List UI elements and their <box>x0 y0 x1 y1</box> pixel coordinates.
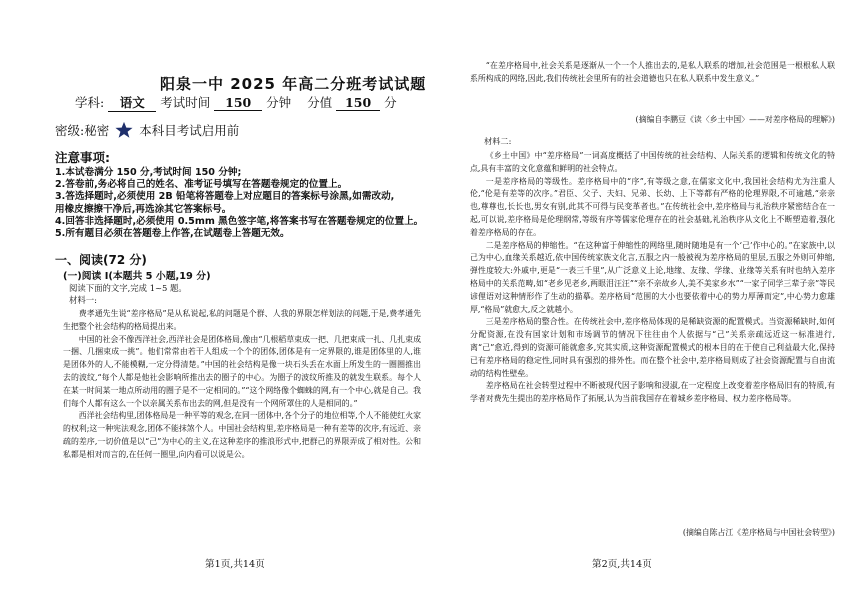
star-icon <box>115 121 133 139</box>
paragraph: 费孝通先生说“差序格局”是从私说起,私的问题是个群、人我的界限怎样划法的问题,于是,费孝通先生把整个社会结构的格局提出来。 <box>63 309 421 331</box>
paragraph: 差序格局在社会转型过程中不断被现代因子影响和浸淑,在一定程度上改变着差序格局旧有的特质,有学者对费先生提出的差序格局作了拓展,认为当前我国存在着城乡差序格局、权力差序格局等。 <box>470 381 835 404</box>
right-page <box>470 0 835 607</box>
score-unit: 分 <box>384 95 397 110</box>
score-label: 分值 <box>307 95 333 110</box>
secret-level <box>55 121 239 139</box>
notice-list <box>55 167 430 240</box>
quote-source: (摘编自李鹏豆《读〈乡土中国〉——对差序格局的理解》) <box>635 115 835 124</box>
paragraph: 二是差序格局的伸缩性。“在这种富于伸缩性的网络里,随时随地是有一个‘己’作中心的。”在家族中,以己为中心,血缘关系越近,依中国传统家族文化言,五服之内一般被视为差序格局的里层,五服之外则可伸缩,弹性度较大:外戚中,更是“一表三千里”,从广泛意义上论,地缘、友缘、学缘、业缘等关系有时也纳入差序格局中的关系范畴,如“老乡见老乡,两眼泪汪汪”“亲不亲故乡人,美不美家乡水”“一家子同学三辈子亲”等民谚俚语对这种情形作了生动的描摹。差序格局“范围的大小也要依着中心的势力厚薄而定”,中心势力愈雄厚,“格局”就愈大,反之就越小。 <box>470 240 835 314</box>
exam-meta-line <box>75 93 397 112</box>
sub-note: 阅读下面的文字,完成 1~5 题。 <box>69 283 187 293</box>
quote-text: “在差序格局中,社会关系是逐渐从一个一个人推出去的,是私人联系的增加,社会范围是一根根私人联系所构成的网络,因此,我们传统社会里所有的社会道德也只在私人联系中发生意义。” <box>470 61 835 83</box>
notice-item: 用橡皮擦擦干净后,再选涂其它答案标号。 <box>55 203 232 215</box>
left-page <box>55 0 430 607</box>
time-unit: 分钟 <box>266 95 292 110</box>
notice-item: 2.答卷前,务必将自己的姓名、准考证号填写在答题卷规定的位置上。 <box>55 179 348 191</box>
secret-text: 本科目考试启用前 <box>139 123 240 138</box>
time-value: 150 <box>214 95 262 111</box>
notice-heading: 注意事项: <box>55 150 110 165</box>
notice-item: 1.本试卷满分 150 分,考试时间 150 分钟; <box>55 167 242 178</box>
material-one-body <box>63 308 421 462</box>
material-source: (摘编自陈占江《差序格局与中国社会转型》) <box>682 528 835 537</box>
time-label: 考试时间 <box>160 95 211 110</box>
section-heading: 一、阅读(72 分) <box>55 253 147 267</box>
notice-item: 4.回答非选择题时,必须使用 0.5mm 黑色签字笔,将答案书写在答题卷规定的位置上。 <box>55 215 424 227</box>
paragraph: 三是差序格局的整合性。在传统社会中,差序格局体现的是稀缺资源的配置模式。当资源稀缺时,如何分配资源,在没有国家计划和市场调节的情况下往往由个人依据与“己”关系亲疏远近这一标准进行,离“己”愈近,得到的资源可能就愈多,究其实质,这种资源配置模式的根本目的在于使自己利益最大化,保持已有差序格局的稳定性,同时具有强烈的排外性。而在整个社会中,差序格局则成了社会资源配置与自由流动的结构性壁垒。 <box>470 317 835 378</box>
notice-item: 3.答选择题时,必须使用 2B 铅笔将答题卷上对应题目的答案标号涂黑,如需改动, <box>55 191 395 203</box>
secret-label: 密级:秘密 <box>55 123 110 138</box>
subject-label: 学科: <box>75 95 105 110</box>
notice-item: 5.所有题目必须在答题卷上作答,在试题卷上答题无效。 <box>55 228 290 240</box>
score-value: 150 <box>336 95 380 111</box>
paragraph: 《乡土中国》中“差序格局”一词高度概括了中国传统的社会结构、人际关系的逻辑和传统文化的特点,具有丰富的文化意蕴和鲜明的社会特点。 <box>470 151 835 173</box>
subject-value: 语文 <box>108 93 156 112</box>
material-label: 材料一: <box>69 295 97 305</box>
exam-title: 阳泉一中 2025 年高二分班考试试题 <box>160 75 427 93</box>
page-footer-right: 第2页,共14页 <box>592 559 652 570</box>
page-footer-left: 第1页,共14页 <box>205 559 265 570</box>
sub-heading: (一)阅读 I(本题共 5 小题,19 分) <box>63 271 211 282</box>
material-label: 材料二: <box>484 136 512 146</box>
material-two-body <box>470 150 835 406</box>
paragraph: 中国的社会不像西洋社会,西洋社会是团体格局,像由“几根稻草束成一把、几把束成一扎、几扎束成一捆、几捆束成一挑”。他们常常由若干人组成一个个的团体,团体是有一定界限的,谁是团体里的人,谁是团体外的人,不能模糊,一定分得清楚。”中国的社会结构是像一块石头丢在水面上所发生的一圈圈推出去的波纹,“每个人都是他社会影响所推出去的圈子的中心。为圈子的波纹所推及的就发生联系。每个人在某一时间某一地点所动用的圈子是不一定相同的。”“这个网络像个蜘蛛的网,有一个中心,就是自己。我们每个人都有这么一个以亲属关系布出去的网,但是没有一个网所罩住的人是相同的。” <box>63 334 421 408</box>
paragraph: 西洋社会结构里,团体格局是一种平等的观念,在同一团体中,各个分子的地位相等,个人不能使红火家的权利;这一种宪法观念,团体不能抹煞个人。中国社会结构里,差序格局是一种有差等的次序,有远近、亲疏的差序,一切价值是以“己”为中心的主义,在这种差序的推浪形式中,把群己的界限弄成了相对性。公和私都是相对而言的,在任何一圈里,向内看可以说是公。 <box>63 411 421 459</box>
quote-block <box>470 60 835 86</box>
paragraph: 一是差序格局的等级性。差序格局中的“序”,有等级之意,在儒家文化中,我国社会结构尤为注重人伦,“伦是有差等的次序。”君臣、父子、夫妇、兄弟、长幼、上下等都有严格的伦理界限,不可逾越,“亲亲也,尊尊也,长长也,男女有别,此其不可得与民变革者也。”在传统社会中,差序格局与礼治秩序紧密结合在一起,可以说,差序格局是伦理纲常,等级有序等儒家伦理存在的社会基础,礼治秩序从文化上不断塑造着,强化着差序格局的存在。 <box>470 176 835 237</box>
